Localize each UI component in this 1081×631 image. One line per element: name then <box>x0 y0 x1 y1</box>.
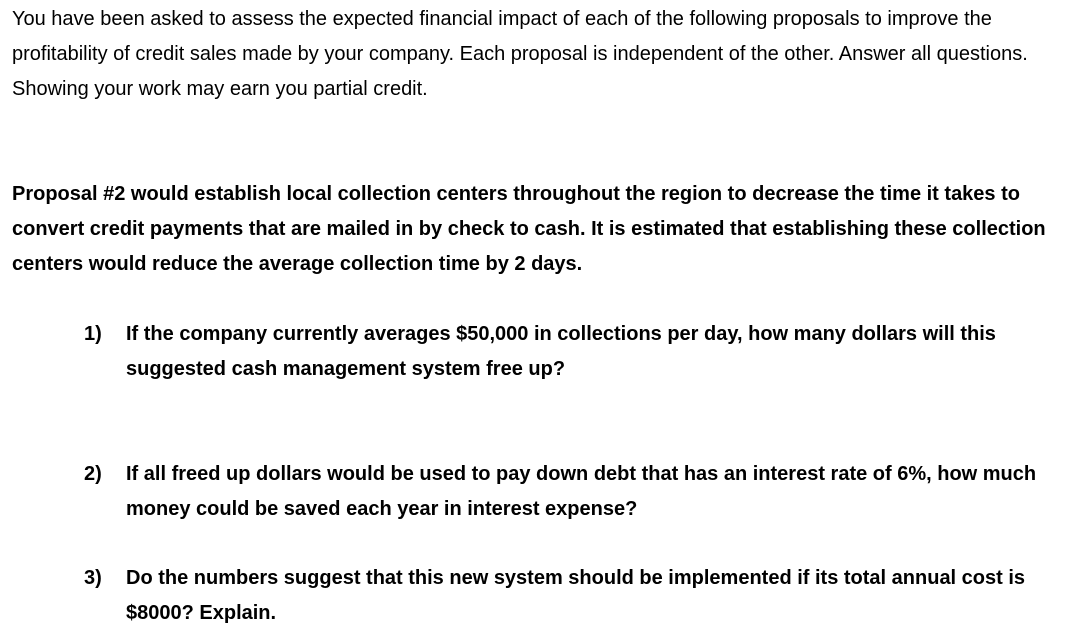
question-text: If the company currently averages $50,000 in collections per day, how many dollars will this suggested cash management system free up? <box>126 323 996 380</box>
proposal-paragraph: Proposal #2 would establish local collection centers throughout the region to decrease the time it takes to convert credit payments that are mailed in by check to cash. It is estimated that establishing these collection centers would reduce the average collection time by 2 days. <box>12 183 1046 275</box>
intro-paragraph: You have been asked to assess the expected financial impact of each of the following proposals to improve the profitability of credit sales made by your company. Each proposal is independent of the other. Answer all questions. Showing your work may earn you partial credit. <box>12 8 1028 100</box>
question-item <box>84 457 1074 527</box>
question-item <box>84 317 1074 387</box>
question-text: Do the numbers suggest that this new system should be implemented if its total annual cost is $8000? Explain. <box>126 567 1026 624</box>
question-number: 2) <box>84 463 102 485</box>
question-item <box>84 561 1074 631</box>
question-text: If all freed up dollars would be used to pay down debt that has an interest rate of 6%, how much money could be saved each year in interest expense? <box>126 463 1037 520</box>
question-number: 1) <box>84 323 102 345</box>
question-number: 3) <box>84 567 102 589</box>
